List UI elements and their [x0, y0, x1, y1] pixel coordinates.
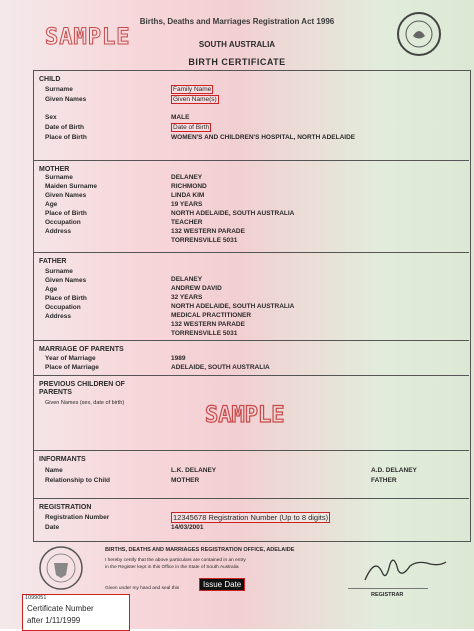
registrar-label: REGISTRAR	[371, 592, 404, 598]
mother-occupation-label: Occupation	[45, 219, 81, 226]
certification-line-2: in the Register kept in this Office in the State of South Australia	[105, 565, 239, 570]
mother-address-value: 132 WESTERN PARADE	[171, 228, 245, 235]
marriage-place-value: ADELAIDE, SOUTH AUSTRALIA	[171, 364, 270, 371]
certificate-number-after: after 1/11/1999	[27, 616, 81, 625]
father-pob-value: NORTH ADELAIDE, SOUTH AUSTRALIA	[171, 303, 295, 310]
mother-given-label: Given Names	[45, 192, 87, 199]
act-title: Births, Deaths and Marriages Registration Act 1996	[139, 17, 335, 26]
child-dob-label: Date of Birth	[45, 124, 84, 131]
informant-relationship-label: Relationship to Child	[45, 477, 110, 484]
mother-surname-label: Surname	[45, 174, 73, 181]
informants-section-title: INFORMANTS	[39, 456, 86, 463]
informant-1-relationship: MOTHER	[171, 477, 200, 484]
registration-section-title: REGISTRATION	[39, 504, 92, 511]
child-sex-value: MALE	[171, 114, 190, 121]
registration-date-label: Date	[45, 524, 60, 531]
certificate-number-label: Certificate Number	[27, 604, 94, 613]
registration-number-value: 12345678 Registration Number (Up to 8 digits)	[173, 513, 329, 522]
child-pob-label: Place of Birth	[45, 134, 87, 141]
given-under-text: Given under my hand and seal this	[105, 586, 180, 591]
informant-2-relationship: FATHER	[371, 477, 397, 484]
certification-text	[105, 557, 285, 571]
sample-stamp-middle: SAMPLE	[205, 403, 285, 428]
certification-line-1: I hereby certify that the above particulars are contained in an entry	[105, 558, 246, 563]
marriage-year-value: 1989	[171, 355, 186, 362]
registry-crest-icon	[38, 545, 84, 591]
mother-surname-value: DELANEY	[171, 174, 203, 181]
mother-maiden-label: Maiden Surname	[45, 183, 98, 190]
mother-address-label: Address	[45, 228, 72, 235]
signature-line	[348, 588, 428, 589]
father-address-label: Address	[45, 313, 72, 320]
mother-pob-value: NORTH ADELAIDE, SOUTH AUSTRALIA	[171, 210, 295, 217]
child-sex-label: Sex	[45, 114, 57, 121]
registration-number-label: Registration Number	[45, 514, 110, 521]
father-surname-value: DELANEY	[171, 276, 203, 283]
certificate-serial: 1099051	[25, 595, 47, 601]
father-occupation-label: Occupation	[45, 304, 81, 311]
father-section	[33, 252, 469, 341]
child-given-names-label: Given Names	[45, 96, 87, 103]
certificate-title: BIRTH CERTIFICATE	[188, 57, 286, 67]
mother-address-line2: TORRENSVILLE 5031	[171, 237, 238, 244]
father-age-label: Age	[45, 286, 58, 293]
mother-given-value: LINDA KIM	[171, 192, 205, 199]
previous-children-subtitle: Given Names (sex, date of birth)	[45, 400, 125, 406]
registry-office-name: BIRTHS, DEATHS AND MARRIAGES REGISTRATION OFFICE, ADELAIDE	[105, 547, 295, 553]
father-pob-label: Place of Birth	[45, 295, 87, 302]
registration-section	[33, 498, 469, 541]
mother-occupation-value: TEACHER	[171, 219, 203, 226]
mother-maiden-value: RICHMOND	[171, 183, 207, 190]
father-surname-label: Surname	[45, 268, 73, 275]
mother-section	[33, 160, 469, 253]
child-pob-value: WOMEN'S AND CHILDREN'S HOSPITAL, NORTH ADELAIDE	[171, 134, 356, 141]
child-dob-value: Date of Birth	[173, 124, 210, 131]
registrar-signature-icon	[360, 552, 450, 586]
informant-1-name: L.K. DELANEY	[171, 467, 217, 474]
informant-name-label: Name	[45, 467, 63, 474]
mother-pob-label: Place of Birth	[45, 210, 87, 217]
father-given-value: ANDREW DAVID	[171, 285, 222, 292]
mother-section-title: MOTHER	[39, 166, 70, 173]
child-given-names-value: Given Name(s)	[173, 96, 217, 103]
state-title: SOUTH AUSTRALIA	[198, 40, 276, 49]
child-surname-label: Surname	[45, 86, 73, 93]
father-address-line2: TORRENSVILLE 5031	[171, 330, 238, 337]
certificate-number-box	[22, 594, 130, 631]
previous-children-title-2: PARENTS	[39, 389, 72, 396]
previous-children-title-1: PREVIOUS CHILDREN OF	[39, 381, 125, 388]
marriage-section-title: MARRIAGE OF PARENTS	[39, 346, 124, 353]
mother-age-label: Age	[45, 201, 58, 208]
father-age-value: 32 YEARS	[171, 294, 203, 301]
marriage-place-label: Place of Marriage	[45, 364, 99, 371]
sample-stamp-top: SAMPLE	[45, 25, 131, 50]
child-surname-value: Family Name	[173, 86, 212, 93]
state-seal-icon	[397, 12, 441, 56]
father-address-value: 132 WESTERN PARADE	[171, 321, 245, 328]
registration-date-value: 14/03/2001	[171, 524, 204, 531]
child-section	[33, 70, 469, 161]
informants-section	[33, 450, 469, 499]
informant-2-name: A.D. DELANEY	[371, 467, 417, 474]
marriage-year-label: Year of Marriage	[45, 355, 96, 362]
father-occupation-value: MEDICAL PRACTITIONER	[171, 312, 252, 319]
father-section-title: FATHER	[39, 258, 67, 265]
issue-date-label: Issue Date	[199, 578, 245, 591]
marriage-section	[33, 340, 469, 376]
father-given-label: Given Names	[45, 277, 87, 284]
child-section-title: CHILD	[39, 76, 61, 83]
mother-age-value: 19 YEARS	[171, 201, 203, 208]
